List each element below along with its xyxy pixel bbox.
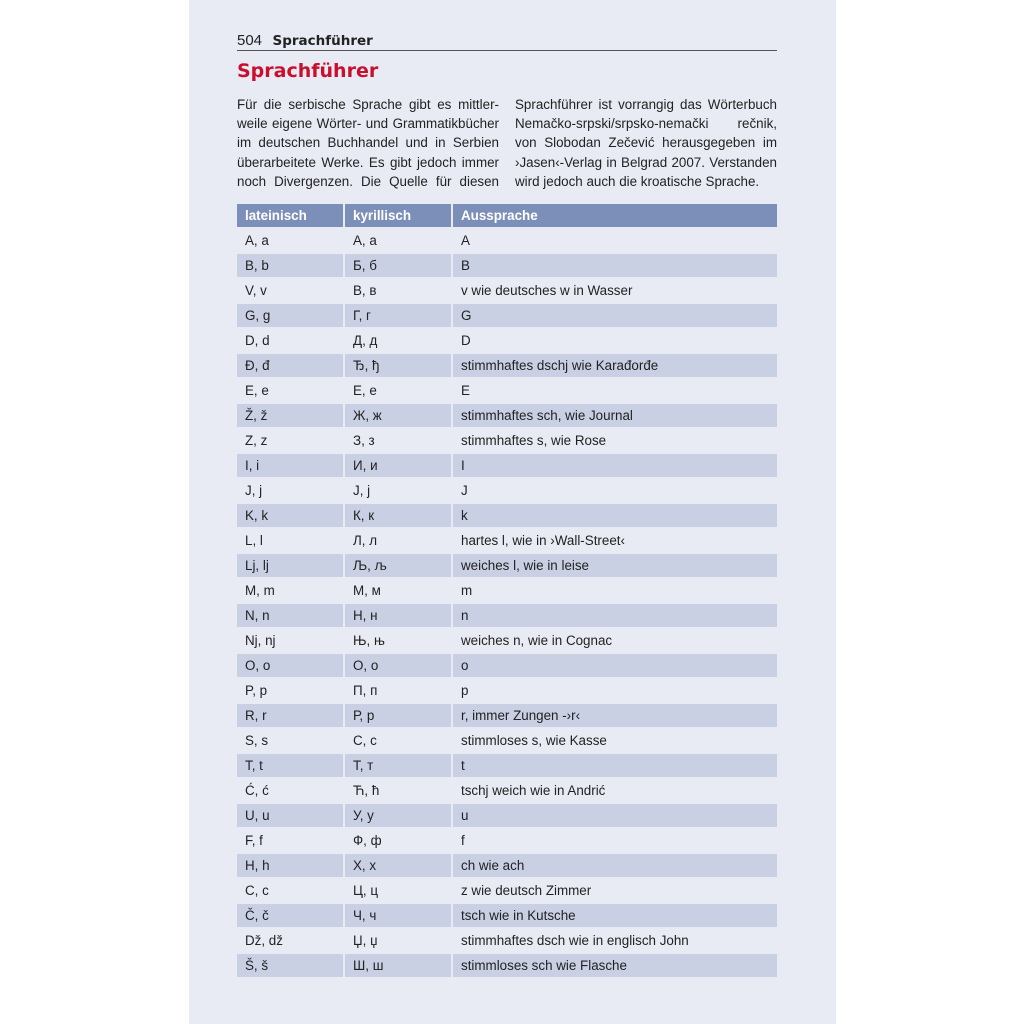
intro-line: von Slobodan Zečević herausgegeben im — [515, 135, 777, 151]
cell-latin: O, o — [237, 652, 345, 677]
cell-cyrillic: И, и — [345, 452, 453, 477]
cell-latin: Č, č — [237, 902, 345, 927]
table-row — [237, 577, 777, 602]
page-number: 504 — [237, 32, 263, 49]
cell-latin: R, r — [237, 702, 345, 727]
cell-latin: K, k — [237, 502, 345, 527]
table-row — [237, 627, 777, 652]
running-title: Sprachführer — [272, 33, 373, 49]
intro-left-column — [237, 95, 499, 191]
table-row — [237, 927, 777, 952]
intro-line: überarbeitete Werke. Es gibt jedoch immer — [237, 154, 499, 170]
cell-cyrillic: Џ, џ — [345, 927, 453, 952]
table-row — [237, 852, 777, 877]
cell-pronunciation: stimmhaftes s, wie Rose — [453, 427, 777, 452]
cell-pronunciation: t — [453, 752, 777, 777]
alphabet-table — [237, 204, 777, 977]
cell-latin: J, j — [237, 477, 345, 502]
cell-latin: Ć, ć — [237, 777, 345, 802]
table-row — [237, 452, 777, 477]
table-row — [237, 727, 777, 752]
intro-line: weile eigene Wörter- und Grammatikbücher — [237, 116, 499, 132]
intro-right-column — [515, 95, 777, 191]
cell-cyrillic: Т, т — [345, 752, 453, 777]
table-row — [237, 252, 777, 277]
cell-cyrillic: Ј, ј — [345, 477, 453, 502]
cell-cyrillic: С, с — [345, 727, 453, 752]
cell-latin: L, l — [237, 527, 345, 552]
cell-latin: E, e — [237, 377, 345, 402]
cell-cyrillic: Ђ, ђ — [345, 352, 453, 377]
table-row — [237, 502, 777, 527]
cell-pronunciation: ch wie ach — [453, 852, 777, 877]
cell-cyrillic: Ф, ф — [345, 827, 453, 852]
table-row — [237, 602, 777, 627]
page-title: Sprachführer — [237, 60, 379, 82]
cell-pronunciation: stimmhaftes dschj wie Karađorđe — [453, 352, 777, 377]
intro-line: Nemačko-srpski/srpsko-nemački rečnik, — [515, 116, 777, 132]
cell-cyrillic: З, з — [345, 427, 453, 452]
cell-pronunciation: u — [453, 802, 777, 827]
cell-cyrillic: К, к — [345, 502, 453, 527]
cell-latin: H, h — [237, 852, 345, 877]
cell-latin: A, a — [237, 227, 345, 252]
cell-latin: D, d — [237, 327, 345, 352]
table-row — [237, 527, 777, 552]
cell-cyrillic: Ч, ч — [345, 902, 453, 927]
table-row — [237, 377, 777, 402]
cell-latin: Đ, đ — [237, 352, 345, 377]
table-row — [237, 302, 777, 327]
table-row — [237, 802, 777, 827]
cell-latin: Ž, ž — [237, 402, 345, 427]
intro-text — [237, 95, 777, 191]
cell-cyrillic: У, у — [345, 802, 453, 827]
table-row — [237, 227, 777, 252]
cell-cyrillic: М, м — [345, 577, 453, 602]
table-row — [237, 352, 777, 377]
cell-cyrillic: Ћ, ћ — [345, 777, 453, 802]
cell-latin: I, i — [237, 452, 345, 477]
table-row — [237, 552, 777, 577]
cell-pronunciation: o — [453, 652, 777, 677]
cell-latin: Nj, nj — [237, 627, 345, 652]
cell-pronunciation: p — [453, 677, 777, 702]
cell-cyrillic: А, а — [345, 227, 453, 252]
cell-pronunciation: weiches n, wie in Cognac — [453, 627, 777, 652]
cell-cyrillic: П, п — [345, 677, 453, 702]
header-pronunciation: Aussprache — [453, 204, 777, 227]
table-row — [237, 702, 777, 727]
cell-cyrillic: Р, р — [345, 702, 453, 727]
cell-latin: B, b — [237, 252, 345, 277]
cell-latin: F, f — [237, 827, 345, 852]
cell-pronunciation: weiches l, wie in leise — [453, 552, 777, 577]
table-row — [237, 402, 777, 427]
table-row — [237, 827, 777, 852]
cell-pronunciation: n — [453, 602, 777, 627]
cell-pronunciation: stimmhaftes dsch wie in englisch John — [453, 927, 777, 952]
table-row — [237, 777, 777, 802]
intro-line: Sprachführer ist vorrangig das Wörterbuch — [515, 97, 777, 112]
table-body — [237, 227, 777, 977]
cell-latin: C, c — [237, 877, 345, 902]
cell-cyrillic: О, о — [345, 652, 453, 677]
running-header — [237, 31, 777, 51]
cell-pronunciation: v wie deutsches w in Wasser — [453, 277, 777, 302]
cell-pronunciation: E — [453, 377, 777, 402]
cell-pronunciation: G — [453, 302, 777, 327]
table-row — [237, 752, 777, 777]
table-row — [237, 902, 777, 927]
cell-latin: Š, š — [237, 952, 345, 977]
cell-latin: T, t — [237, 752, 345, 777]
cell-latin: Z, z — [237, 427, 345, 452]
cell-pronunciation: J — [453, 477, 777, 502]
cell-latin: Dž, dž — [237, 927, 345, 952]
header-cyrillic: kyrillisch — [345, 204, 453, 227]
cell-pronunciation: hartes l, wie in ›Wall-Street‹ — [453, 527, 777, 552]
cell-cyrillic: Ш, ш — [345, 952, 453, 977]
cell-pronunciation: B — [453, 252, 777, 277]
cell-cyrillic: Д, д — [345, 327, 453, 352]
cell-latin: N, n — [237, 602, 345, 627]
cell-cyrillic: Њ, њ — [345, 627, 453, 652]
cell-pronunciation: f — [453, 827, 777, 852]
cell-cyrillic: В, в — [345, 277, 453, 302]
cell-cyrillic: Х, х — [345, 852, 453, 877]
cell-pronunciation: A — [453, 227, 777, 252]
cell-cyrillic: Н, н — [345, 602, 453, 627]
intro-line: wird jedoch auch die kroatische Sprache. — [515, 173, 760, 189]
cell-pronunciation: D — [453, 327, 777, 352]
table-header-row — [237, 204, 777, 227]
cell-pronunciation: z wie deutsch Zimmer — [453, 877, 777, 902]
header-latin: lateinisch — [237, 204, 345, 227]
cell-cyrillic: Б, б — [345, 252, 453, 277]
cell-pronunciation: I — [453, 452, 777, 477]
book-page — [189, 0, 836, 1024]
cell-cyrillic: Е, е — [345, 377, 453, 402]
table-row — [237, 877, 777, 902]
cell-pronunciation: r, immer Zungen -›r‹ — [453, 702, 777, 727]
table-row — [237, 652, 777, 677]
cell-pronunciation: stimmloses sch wie Flasche — [453, 952, 777, 977]
cell-pronunciation: tsch wie in Kutsche — [453, 902, 777, 927]
cell-pronunciation: m — [453, 577, 777, 602]
table-row — [237, 427, 777, 452]
intro-line: ›Jasen‹-Verlag in Belgrad 2007. Verstanden — [515, 154, 777, 170]
cell-latin: S, s — [237, 727, 345, 752]
cell-pronunciation: stimmloses s, wie Kasse — [453, 727, 777, 752]
cell-latin: V, v — [237, 277, 345, 302]
cell-latin: U, u — [237, 802, 345, 827]
table-row — [237, 477, 777, 502]
table-row — [237, 952, 777, 977]
cell-pronunciation: tschj weich wie in Andrić — [453, 777, 777, 802]
cell-pronunciation: k — [453, 502, 777, 527]
intro-line: im deutschen Buchhandel und in Serbien — [237, 135, 499, 151]
cell-latin: Lj, lj — [237, 552, 345, 577]
cell-latin: G, g — [237, 302, 345, 327]
cell-latin: M, m — [237, 577, 345, 602]
cell-cyrillic: Љ, љ — [345, 552, 453, 577]
cell-latin: P, p — [237, 677, 345, 702]
cell-cyrillic: Ж, ж — [345, 402, 453, 427]
table-row — [237, 677, 777, 702]
cell-cyrillic: Г, г — [345, 302, 453, 327]
cell-cyrillic: Ц, ц — [345, 877, 453, 902]
table-row — [237, 327, 777, 352]
intro-line: noch Divergenzen. Die Quelle für diesen — [237, 173, 499, 189]
table-row — [237, 277, 777, 302]
cell-cyrillic: Л, л — [345, 527, 453, 552]
intro-line: Für die serbische Sprache gibt es mittler- — [237, 97, 499, 112]
cell-pronunciation: stimmhaftes sch, wie Journal — [453, 402, 777, 427]
